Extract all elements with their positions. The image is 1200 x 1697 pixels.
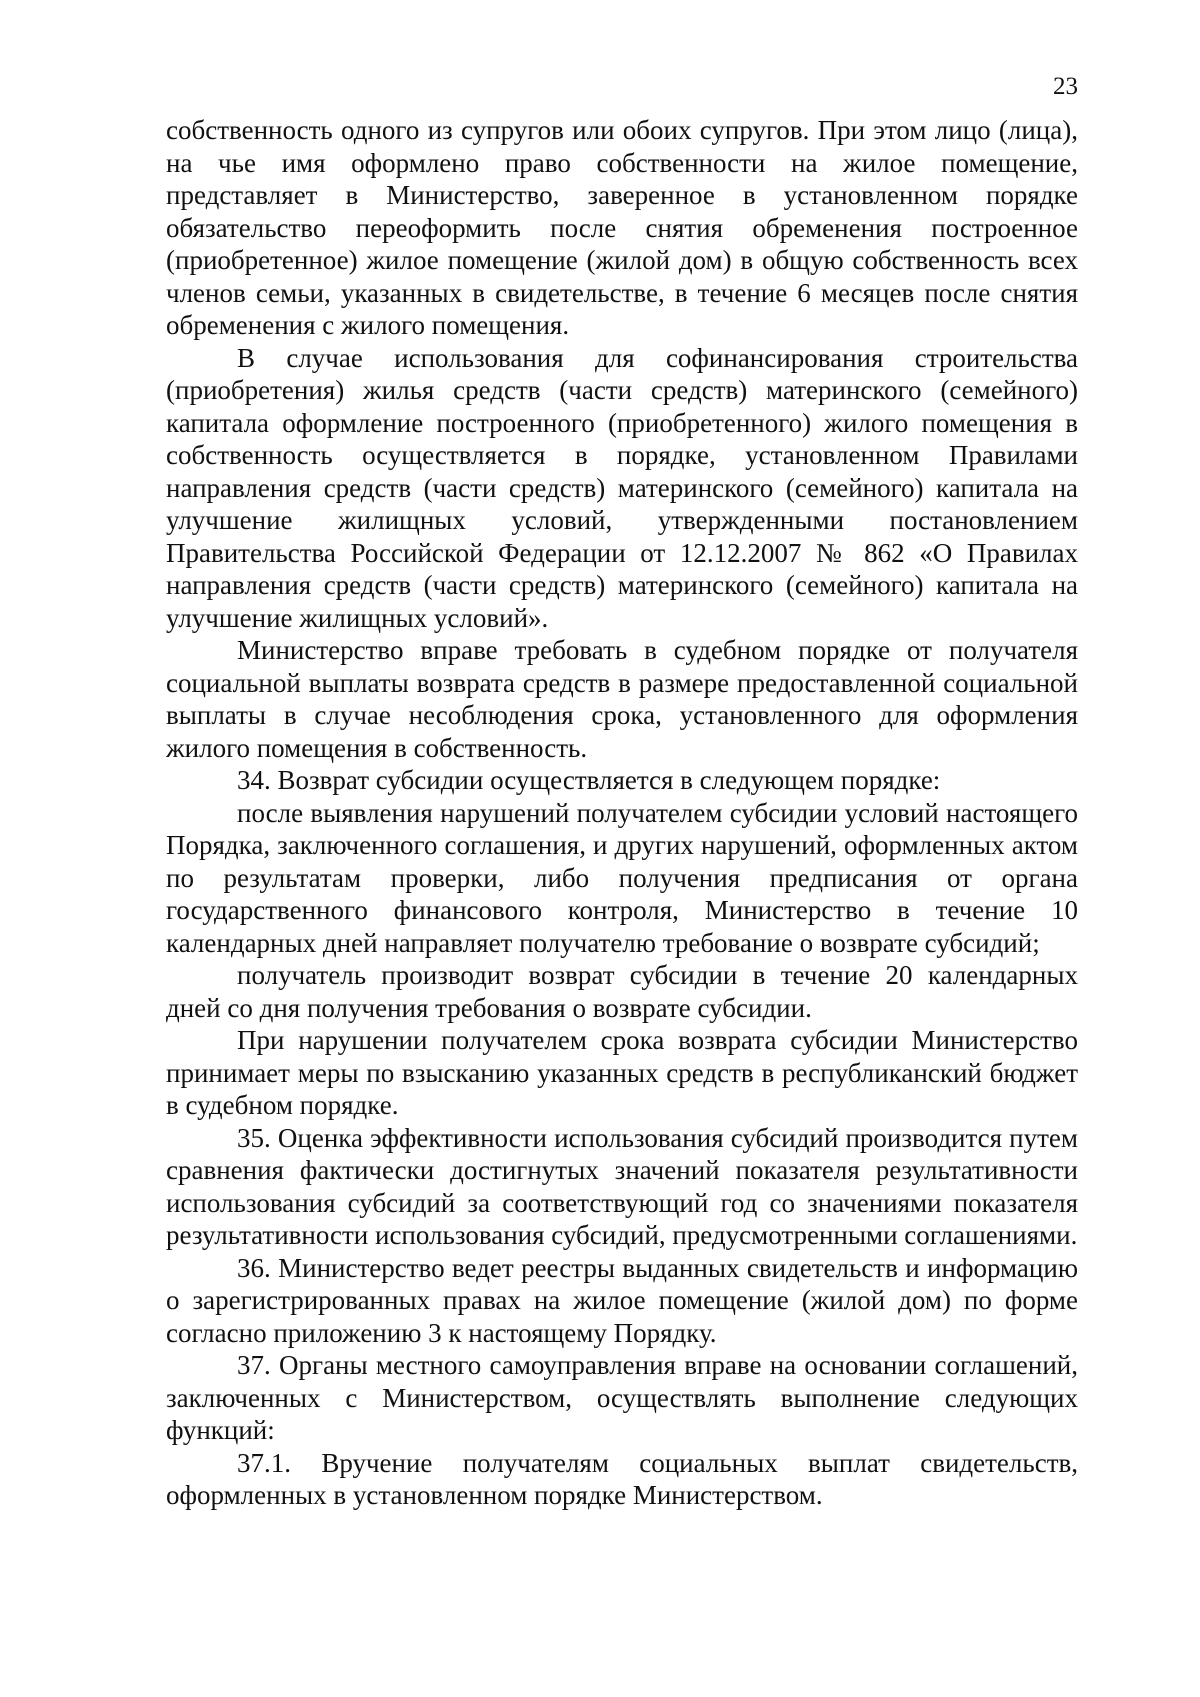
- paragraph-34-subsidy-return: 34. Возврат субсидии осуществляется в следующем порядке:: [237, 765, 941, 795]
- page-number: 23: [1053, 73, 1078, 100]
- paragraph-continued: собственность одного из супругов или обоих супругов. При этом лицо (лица), на чье имя оформлено право собственности на жилое помещение, представляет в Министерство, заверенное в установленном порядке обязательство переоформить после снятия обременения построенное (приобретенное) жилое помещение (жилой дом) в общую собственность всех членов семьи, указанных в свидетельстве, в течение 6 месяцев после снятия обременения с жилого помещения.: [166, 115, 1078, 340]
- paragraph-34-return-term: получатель производит возврат субсидии в течение 20 календарных дней со дня получения требования о возврате субсидии.: [166, 960, 1078, 1023]
- paragraph-35-efficiency: 35. Оценка эффективности использования субсидий производится путем сравнения фактически достигнутых значений показателя результативности использования субсидий за соответствующий год со значениями показателя результативности использования субсидий, предусмотренными соглашениями.: [166, 1122, 1078, 1250]
- paragraph-36-registry: 36. Министерство ведет реестры выданных свидетельств и информацию о зарегистрированных правах на жилое помещение (жилой дом) по форме согласно приложению 3 к настоящему Порядку.: [166, 1252, 1078, 1348]
- paragraph-37-1-certificates: 37.1. Вручение получателям социальных выплат свидетельств, оформленных в установленном порядке Министерством.: [166, 1447, 1078, 1510]
- paragraph-maternal-capital: В случае использования для софинансирования строительства (приобретения) жилья средств (части средств) материнского (семейного) капитала оформление построенного (приобретенного) жилого помещения в собственность осуществляется в порядке, установленном Правилами направления средств (части средств) материнского (семейного) капитала на улучшение жилищных условий, утвержденными постановлением Правительства Российской Федерации от 12.12.2007 № 862 «О Правилах направления средств (части средств) материнского (семейного) капитала на улучшение жилищных условий».: [166, 342, 1078, 633]
- paragraph-ministry-court-claim: Министерство вправе требовать в судебном порядке от получателя социальной выплаты возврата средств в размере предоставленной социальной выплаты в случае несоблюдения срока, установленного для оформления жилого помещения в собственность.: [166, 635, 1078, 763]
- paragraph-34-violation-notice: после выявления нарушений получателем субсидии условий настоящего Порядка, заключенного соглашения, и других нарушений, оформленных актом по результатам проверки, либо получения предписания от органа государственного финансового контроля, Министерство в течение 10 календарных дней направляет получателю требование о возврате субсидий;: [166, 797, 1078, 958]
- paragraph-34-court-recovery: При нарушении получателем срока возврата субсидии Министерство принимает меры по взысканию указанных средств в республиканский бюджет в судебном порядке.: [166, 1025, 1078, 1120]
- paragraph-37-local-authorities: 37. Органы местного самоуправления вправе на основании соглашений, заключенных с Министерством, осуществлять выполнение следующих функций:: [166, 1350, 1078, 1445]
- document-body: [166, 114, 1078, 1512]
